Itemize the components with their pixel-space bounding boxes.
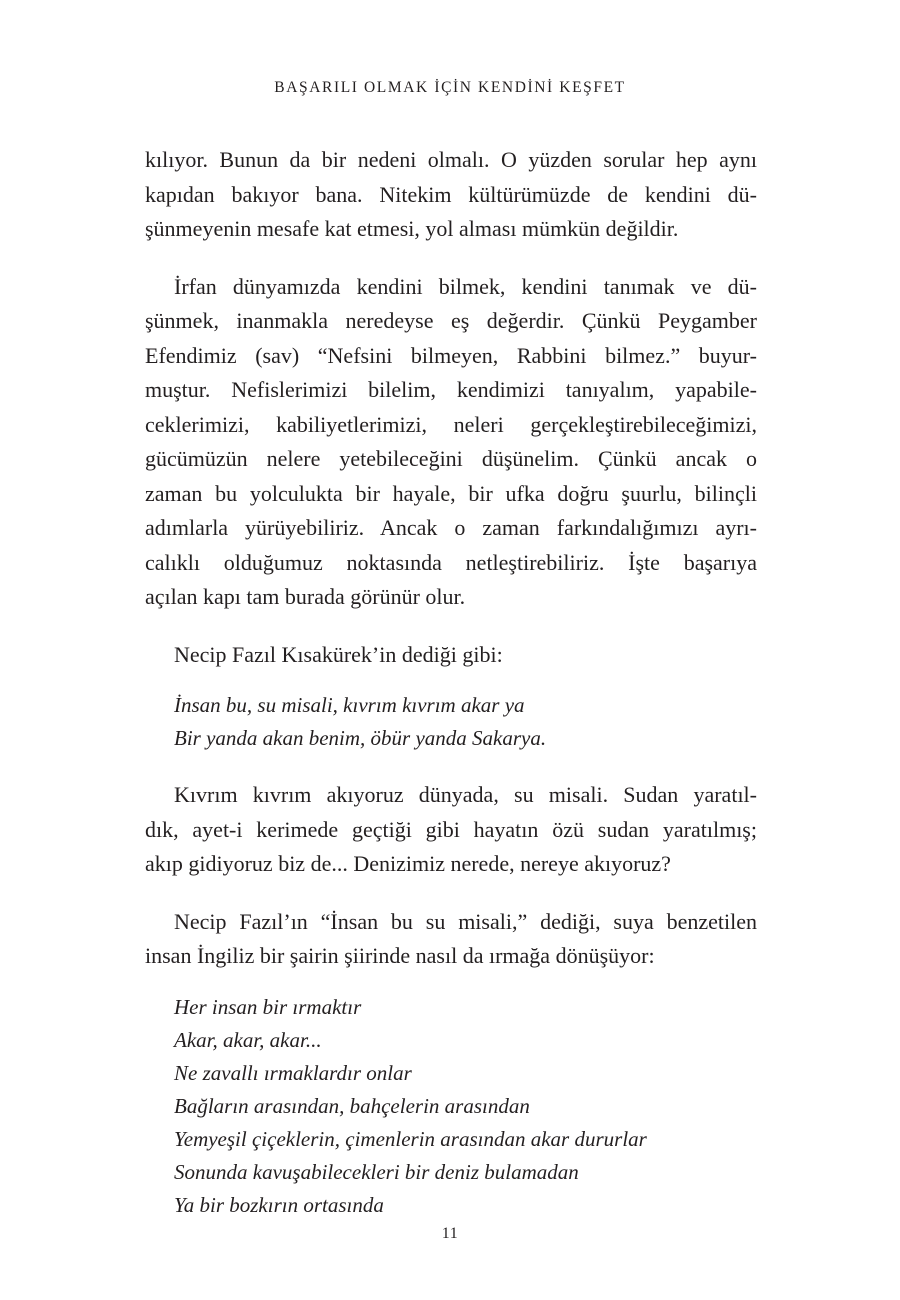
text-line: insan İngiliz bir şairin şiirinde nasıl da ırmağa dönüşüyor: [145,943,655,968]
paragraph-3 [145,638,757,673]
text-line: akıp gidiyoruz biz de... Denizimiz nerede, nereye akıyoruz? [145,851,671,876]
text-line: Kıvrım kıvrım akıyoruz dünyada, su misali. Sudan yaratıl- [174,782,757,807]
text-line: kapıdan bakıyor bana. Nitekim kültürümüzde de kendini dü- [145,181,757,207]
text-line: dık, ayet-i kerimede geçtiği gibi hayatın özü sudan yaratılmış; [145,816,757,842]
text-line: şünmeyenin mesafe kat etmesi, yol alması mümkün değildir. [145,216,679,241]
paragraph-5 [145,905,757,974]
verse-line: Ne zavallı ırmaklardır onlar [174,1060,412,1085]
verse-2 [145,991,757,1222]
text-line: muştur. Nefislerimizi bilelim, kendimizi tanıyalım, yapabile- [145,377,757,402]
text-line: Necip Fazıl’ın “İnsan bu su misali,” dediği, suya benzetilen [174,908,757,934]
verse-line: İnsan bu, su misali, kıvrım kıvrım akar ya [174,693,525,717]
text-line: Necip Fazıl Kısakürek’in dediği gibi: [174,641,503,667]
text-line: calıklı olduğumuz noktasında netleştirebiliriz. İşte başarıya [145,549,757,575]
running-header: BAŞARILI OLMAK İÇİN KENDİNİ KEŞFET [274,79,626,96]
text-line: Efendimiz (sav) “Nefsini bilmeyen, Rabbini bilmez.” buyur- [145,342,757,368]
text-line: zaman bu yolculukta bir hayale, bir ufka doğru şuurlu, bilinçli [145,480,757,506]
text-line: adımlarla yürüyebiliriz. Ancak o zaman farkındalığımızı ayrı- [145,515,757,540]
paragraph-1 [145,143,757,247]
verse-line: Yemyeşil çiçeklerin, çimenlerin arasından akar dururlar [174,1126,647,1151]
text-line: İrfan dünyamızda kendini bilmek, kendini tanımak ve dü- [174,273,757,299]
verse-line: Her insan bir ırmaktır [174,994,362,1019]
verse-1 [145,689,757,755]
paragraph-2 [145,270,757,615]
verse-line: Bağların arasından, bahçelerin arasından [174,1093,530,1118]
page-number: 11 [441,1225,459,1242]
text-line: şünmek, inanmakla neredeyse eş değerdir. Çünkü Peygamber [145,308,757,333]
verse-line: Ya bir bozkırın ortasında [174,1192,384,1217]
verse-line: Bir yanda akan benim, öbür yanda Sakarya. [174,726,547,750]
verse-line: Sonunda kavuşabilecekleri bir deniz bulamadan [174,1159,579,1184]
paragraph-4 [145,778,757,882]
text-line: gücümüzün nelere yetebileceğini düşünelim. Çünkü ancak o [145,446,757,471]
text-line: ceklerimizi, kabiliyetlerimizi, neleri gerçekleştirebileceğimizi, [145,411,757,437]
text-line: açılan kapı tam burada görünür olur. [145,584,466,609]
page-body [145,143,757,1222]
text-line: kılıyor. Bunun da bir nedeni olmalı. O yüzden sorular hep aynı [145,147,757,172]
verse-line: Akar, akar, akar... [174,1027,322,1052]
